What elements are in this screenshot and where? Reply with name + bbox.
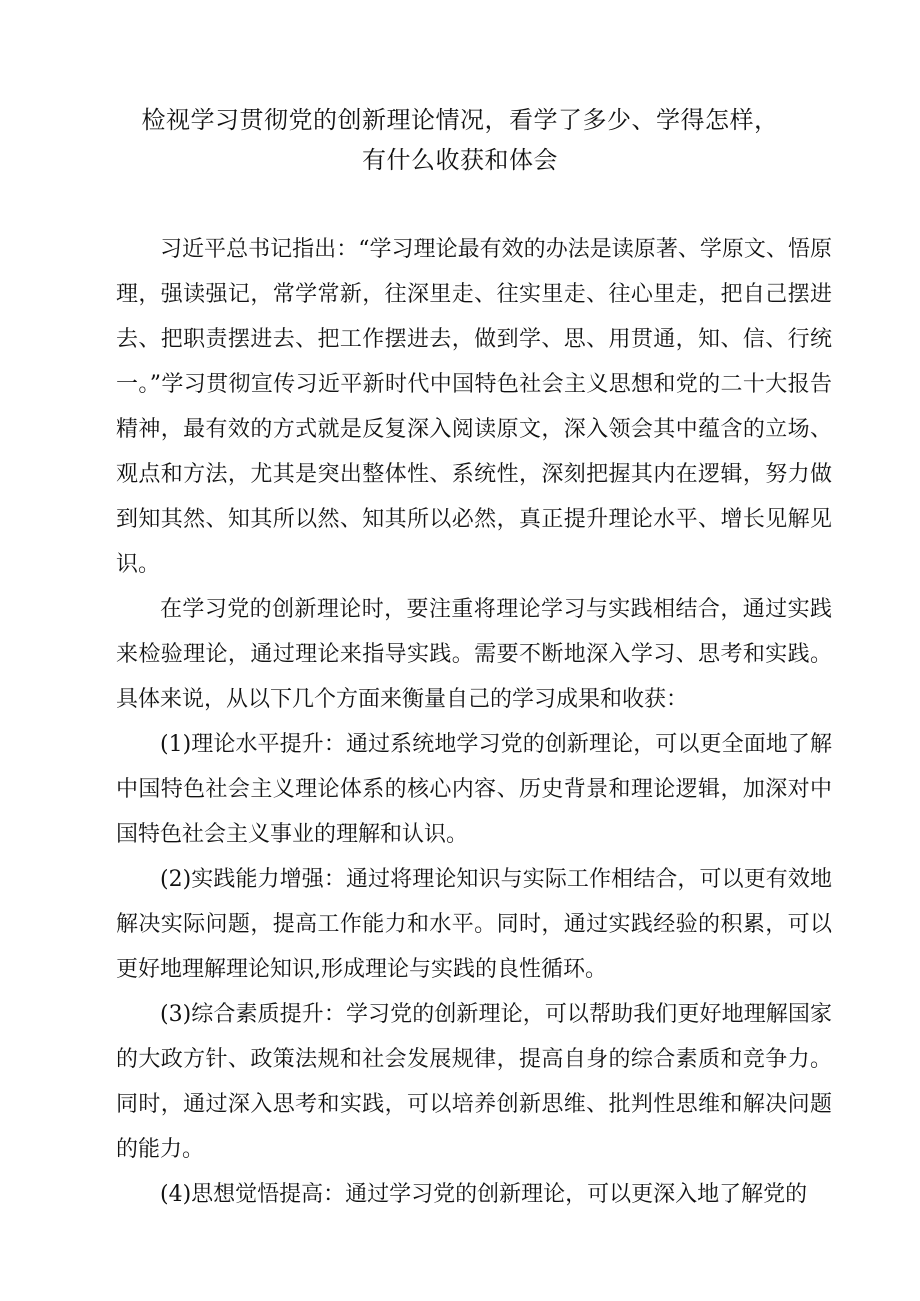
title-line-1: 检视学习贯彻党的创新理论情况，看学了多少、学得怎样， <box>141 106 779 134</box>
paragraph-item-2: (2)实践能力增强：通过将理论知识与实际工作相结合，可以更有效地解决实际问题，提高工作能力和水平。同时，通过实践经验的积累，可以更好地理解理论知识,形成理论与实践的良性循环。 <box>116 867 832 982</box>
paragraph-item-4: (4)思想觉悟提高：通过学习党的创新理论，可以更深入地了解党的 <box>160 1182 808 1207</box>
paragraph-practice: 在学习党的创新理论时，要注重将理论学习与实践相结合，通过实践来检验理论，通过理论来指导实践。需要不断地深入学习、思考和实践。具体来说，从以下几个方面来衡量自己的学习成果和收获： <box>116 597 832 712</box>
paragraph-item-3: (3)综合素质提升：学习党的创新理论，可以帮助我们更好地理解国家的大政方针、政策法规和社会发展规律，提高自身的综合素质和竞争力。同时，通过深入思考和实践，可以培养创新思维、批判性思维和解决问题的能力。 <box>116 1002 832 1162</box>
paragraph-item-1: (1)理论水平提升：通过系统地学习党的创新理论，可以更全面地了解中国特色社会主义理论体系的核心内容、历史背景和理论逻辑，加深对中国特色社会主义事业的理解和认识。 <box>116 732 832 847</box>
title-line-2: 有什么收获和体会 <box>362 146 558 174</box>
paragraph-intro-quote: 习近平总书记指出：“学习理论最有效的办法是读原著、学原文、悟原理，强读强记，常学常新，往深里走、往实里走、往心里走，把自己摆进去、把职责摆进去、把工作摆进去，做到学、思、用贯通，知、信、行统一。”学习贯彻宣传习近平新时代中国特色社会主义思想和党的二十大报告精神，最有效的方式就是反复深入阅读原文，深入领会其中蕴含的立场、观点和方法，尤其是突出整体性、系统性，深刻把握其内在逻辑，努力做到知其然、知其所以然、知其所以必然，真正提升理论水平、增长见解见识。 <box>116 237 832 577</box>
document-title <box>80 100 840 180</box>
document-body <box>116 227 832 1217</box>
